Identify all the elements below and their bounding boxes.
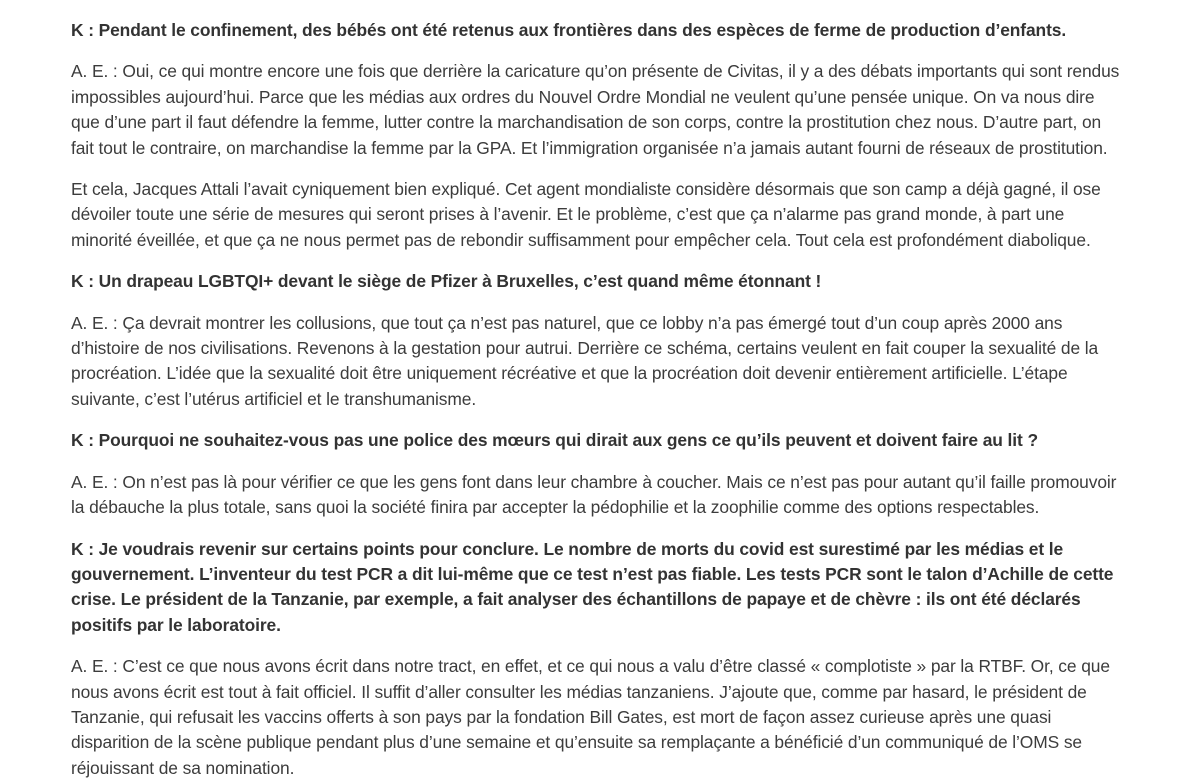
interview-question: K : Un drapeau LGBTQI+ devant le siège de Pfizer à Bruxelles, c’est quand même étonnant ! [71,271,822,292]
interview-answer: A. E. : On n’est pas là pour vérifier ce que les gens font dans leur chambre à coucher. Mais ce n’est pas pour autant qu’il faille promouvoir la débauche la plus totale, sans quoi la société finira par accepter la pédophilie et la zoophilie comme des options respectables. [71,471,1117,518]
interview-answer: A. E. : Oui, ce qui montre encore une fois que derrière la caricature qu’on présente de Civitas, il y a des débats importants qui sont rendus impossibles aujourd’hui. Parce que les médias aux ordres du Nouvel Ordre Mondial ne veulent qu’une pensée unique. On va nous dire que d’une part il faut défendre la femme, lutter contre la marchandisation de son corps, contre la prostitution chez nous. D’autre part, on fait tout le contraire, on marchandise la femme par la GPA. Et l’immigration organisée n’a jamais autant fourni de réseaux de prostitution. [71,61,1120,158]
interview-answer: Et cela, Jacques Attali l’avait cyniquement bien expliqué. Cet agent mondialiste considère désormais que son camp a déjà gagné, il ose dévoiler toute une série de mesures qui seront prises à l’avenir. Et le problème, c’est que ça n’alarme pas grand monde, à part une minorité éveillée, et que ça ne nous permet pas de rebondir suffisamment pour empêcher cela. Tout cela est profondément diabolique. [71,179,1101,250]
interview-question: K : Pourquoi ne souhaitez-vous pas une police des mœurs qui dirait aux gens ce qu’ils peuvent et doivent faire au lit ? [71,430,1038,451]
interview-answer: A. E. : Ça devrait montrer les collusions, que tout ça n’est pas naturel, que ce lobby n’a pas émergé tout d’un coup après 2000 ans d’histoire de nos civilisations. Revenons à la gestation pour autrui. Derrière ce schéma, certains veulent en fait couper la sexualité de la procréation. L’idée que la sexualité doit être uniquement récréative et que la procréation doit devenir entièrement artificielle. L’étape suivante, c’est l’utérus artificiel et le transhumanisme. [71,312,1099,409]
interview-question: K : Je voudrais revenir sur certains points pour conclure. Le nombre de morts du covid est surestimé par les médias et le gouvernement. L’inventeur du test PCR a dit lui-même que ce test n’est pas fiable. Les tests PCR sont le talon d’Achille de cette crise. Le président de la Tanzanie, par exemple, a fait analyser des échantillons de papaye et de chèvre : ils ont été déclarés positifs par le laboratoire. [71,538,1114,635]
interview-question: K : Pendant le confinement, des bébés ont été retenus aux frontières dans des espèces de ferme de production d’enfants. [71,20,1067,40]
interview-answer: A. E. : C’est ce que nous avons écrit dans notre tract, en effet, et ce qui nous a valu d’être classé « complotiste » par la RTBF. Or, ce que nous avons écrit est tout à fait officiel. Il suffit d’aller consulter les médias tanzaniens. J’ajoute que, comme par hasard, le président de Tanzanie, qui refusait les vaccins offerts à son pays par la fondation Bill Gates, est mort de façon assez curieuse après une quasi disparition de la scène publique pendant plus d’une semaine et qu’ensuite sa remplaçante a bénéficié d’un communiqué de l’OMS se réjouissant de sa nomination. [71,656,1110,778]
